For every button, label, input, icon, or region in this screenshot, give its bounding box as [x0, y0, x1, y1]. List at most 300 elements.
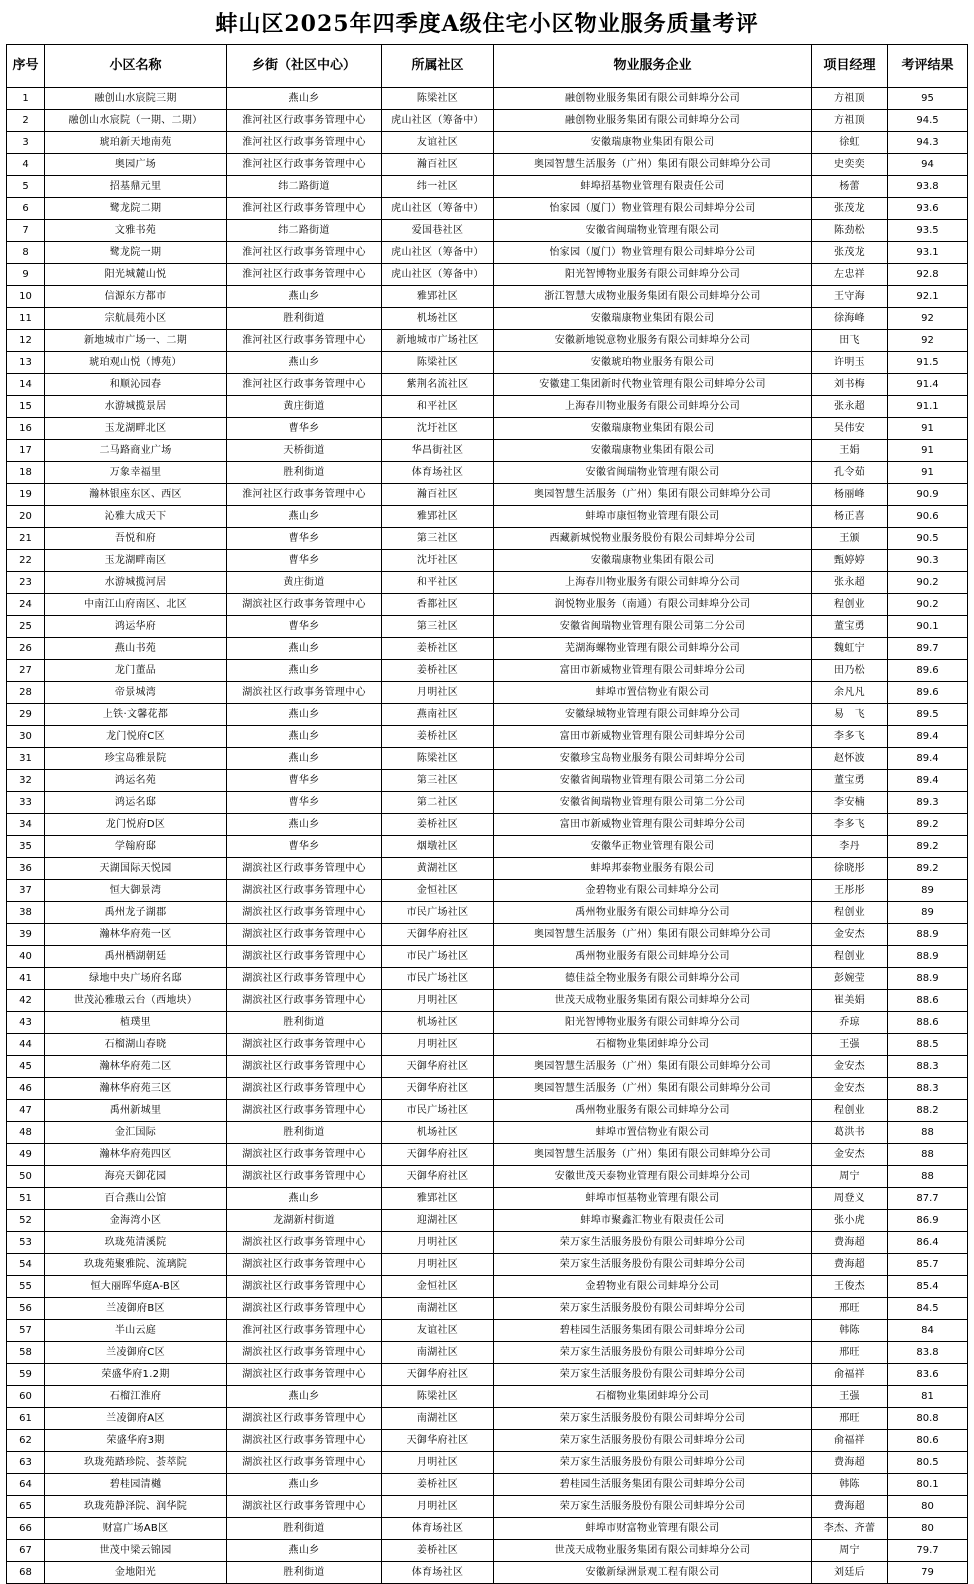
- cell-property-company: 安徽省闽瑞物业管理有限公司: [494, 220, 812, 242]
- cell-neighborhood: 金恒社区: [382, 1276, 494, 1298]
- cell-project-manager: 周宁: [812, 1166, 888, 1188]
- cell-project-manager: 王强: [812, 1034, 888, 1056]
- cell-community-name: 金海湾小区: [45, 1210, 227, 1232]
- cell-serial: 21: [7, 528, 45, 550]
- cell-project-manager: 余凡凡: [812, 682, 888, 704]
- cell-street: 曹华乡: [227, 770, 382, 792]
- cell-community-name: 石榴江淮府: [45, 1386, 227, 1408]
- cell-serial: 44: [7, 1034, 45, 1056]
- cell-neighborhood: 瀚百社区: [382, 154, 494, 176]
- cell-street: 湖滨社区行政事务管理中心: [227, 946, 382, 968]
- cell-serial: 23: [7, 572, 45, 594]
- cell-project-manager: 邢旺: [812, 1298, 888, 1320]
- table-row: [7, 616, 968, 638]
- cell-serial: 52: [7, 1210, 45, 1232]
- cell-property-company: 安徽瑞康物业集团有限公司: [494, 550, 812, 572]
- cell-community-name: 植璞里: [45, 1012, 227, 1034]
- cell-serial: 25: [7, 616, 45, 638]
- cell-evaluation-result: 93.6: [888, 198, 968, 220]
- cell-neighborhood: 虎山社区（筹备中）: [382, 264, 494, 286]
- cell-street: 曹华乡: [227, 550, 382, 572]
- cell-evaluation-result: 94.3: [888, 132, 968, 154]
- cell-evaluation-result: 85.4: [888, 1276, 968, 1298]
- cell-property-company: 荣万家生活服务股份有限公司蚌埠分公司: [494, 1430, 812, 1452]
- cell-evaluation-result: 89: [888, 880, 968, 902]
- cell-neighborhood: 陈梁社区: [382, 1386, 494, 1408]
- cell-property-company: 奥园智慧生活服务（广州）集团有限公司蚌埠分公司: [494, 924, 812, 946]
- cell-property-company: 石榴物业集团蚌埠分公司: [494, 1386, 812, 1408]
- table-row: [7, 462, 968, 484]
- cell-serial: 48: [7, 1122, 45, 1144]
- cell-street: 湖滨社区行政事务管理中心: [227, 1254, 382, 1276]
- cell-neighborhood: 陈梁社区: [382, 748, 494, 770]
- cell-neighborhood: 虎山社区（筹备中）: [382, 110, 494, 132]
- cell-evaluation-result: 80.1: [888, 1474, 968, 1496]
- table-row: [7, 264, 968, 286]
- table-row: [7, 594, 968, 616]
- cell-project-manager: 周宁: [812, 1540, 888, 1562]
- cell-community-name: 兰凌御府C区: [45, 1342, 227, 1364]
- table-row: [7, 330, 968, 352]
- cell-property-company: 蚌埠市康恒物业管理有限公司: [494, 506, 812, 528]
- cell-property-company: 荣万家生活服务股份有限公司蚌埠分公司: [494, 1364, 812, 1386]
- cell-neighborhood: 姜桥社区: [382, 814, 494, 836]
- cell-evaluation-result: 88.9: [888, 946, 968, 968]
- table-row: [7, 528, 968, 550]
- table-row: [7, 154, 968, 176]
- table-row: [7, 1320, 968, 1342]
- cell-community-name: 碧桂园清樾: [45, 1474, 227, 1496]
- cell-street: 燕山乡: [227, 1386, 382, 1408]
- cell-community-name: 融创山水宸院（一期、二期）: [45, 110, 227, 132]
- table-row: [7, 792, 968, 814]
- cell-neighborhood: 友谊社区: [382, 1320, 494, 1342]
- cell-project-manager: 杨丽峰: [812, 484, 888, 506]
- cell-evaluation-result: 84: [888, 1320, 968, 1342]
- cell-serial: 18: [7, 462, 45, 484]
- cell-community-name: 世茂中梁云锦园: [45, 1540, 227, 1562]
- cell-serial: 20: [7, 506, 45, 528]
- cell-project-manager: 王娟: [812, 440, 888, 462]
- cell-community-name: 禹州龙子湖郡: [45, 902, 227, 924]
- cell-evaluation-result: 89.3: [888, 792, 968, 814]
- cell-property-company: 上海春川物业服务有限公司蚌埠分公司: [494, 396, 812, 418]
- cell-project-manager: 田飞: [812, 330, 888, 352]
- cell-neighborhood: 纬一社区: [382, 176, 494, 198]
- cell-street: 曹华乡: [227, 836, 382, 858]
- cell-community-name: 玖珑苑踏珍院、荟萃院: [45, 1452, 227, 1474]
- cell-evaluation-result: 94: [888, 154, 968, 176]
- cell-neighborhood: 姜桥社区: [382, 1540, 494, 1562]
- cell-evaluation-result: 80.5: [888, 1452, 968, 1474]
- cell-community-name: 鹭龙院二期: [45, 198, 227, 220]
- cell-serial: 57: [7, 1320, 45, 1342]
- cell-neighborhood: 新地城市广场社区: [382, 330, 494, 352]
- cell-serial: 66: [7, 1518, 45, 1540]
- cell-evaluation-result: 84.5: [888, 1298, 968, 1320]
- cell-project-manager: 李安楠: [812, 792, 888, 814]
- cell-evaluation-result: 90.1: [888, 616, 968, 638]
- cell-property-company: 荣万家生活服务股份有限公司蚌埠分公司: [494, 1254, 812, 1276]
- cell-community-name: 宗航晨苑小区: [45, 308, 227, 330]
- cell-property-company: 德佳益全物业服务有限公司蚌埠分公司: [494, 968, 812, 990]
- table-row: [7, 836, 968, 858]
- cell-serial: 42: [7, 990, 45, 1012]
- cell-serial: 2: [7, 110, 45, 132]
- cell-serial: 64: [7, 1474, 45, 1496]
- cell-project-manager: 乔琼: [812, 1012, 888, 1034]
- cell-serial: 12: [7, 330, 45, 352]
- cell-evaluation-result: 88: [888, 1144, 968, 1166]
- table-row: [7, 1452, 968, 1474]
- cell-street: 湖滨社区行政事务管理中心: [227, 1144, 382, 1166]
- cell-property-company: 金碧物业有限公司蚌埠分公司: [494, 1276, 812, 1298]
- cell-property-company: 安徽琥珀物业服务有限公司: [494, 352, 812, 374]
- table-row: [7, 1562, 968, 1584]
- cell-property-company: 上海春川物业服务有限公司蚌埠分公司: [494, 572, 812, 594]
- cell-serial: 4: [7, 154, 45, 176]
- cell-neighborhood: 华昌街社区: [382, 440, 494, 462]
- cell-property-company: 禹州物业服务有限公司蚌埠分公司: [494, 902, 812, 924]
- cell-neighborhood: 紫荆名流社区: [382, 374, 494, 396]
- cell-community-name: 玉龙湖畔南区: [45, 550, 227, 572]
- table-row: [7, 352, 968, 374]
- cell-evaluation-result: 83.6: [888, 1364, 968, 1386]
- cell-serial: 65: [7, 1496, 45, 1518]
- cell-neighborhood: 天御华府社区: [382, 1056, 494, 1078]
- cell-neighborhood: 姜桥社区: [382, 726, 494, 748]
- header-neighborhood: 所属社区: [382, 45, 494, 88]
- cell-evaluation-result: 92.8: [888, 264, 968, 286]
- table-row: [7, 924, 968, 946]
- cell-neighborhood: 天御华府社区: [382, 924, 494, 946]
- table-row: [7, 198, 968, 220]
- cell-evaluation-result: 80.6: [888, 1430, 968, 1452]
- table-row: [7, 418, 968, 440]
- cell-street: 湖滨社区行政事务管理中心: [227, 858, 382, 880]
- cell-serial: 41: [7, 968, 45, 990]
- cell-street: 黄庄街道: [227, 396, 382, 418]
- cell-evaluation-result: 89: [888, 902, 968, 924]
- cell-evaluation-result: 90.2: [888, 594, 968, 616]
- cell-street: 燕山乡: [227, 286, 382, 308]
- cell-serial: 51: [7, 1188, 45, 1210]
- cell-property-company: 富田市新威物业管理有限公司蚌埠分公司: [494, 726, 812, 748]
- cell-street: 湖滨社区行政事务管理中心: [227, 1452, 382, 1474]
- cell-neighborhood: 月明社区: [382, 990, 494, 1012]
- cell-property-company: 安徽瑞康物业集团有限公司: [494, 132, 812, 154]
- cell-community-name: 荣盛华府3期: [45, 1430, 227, 1452]
- cell-evaluation-result: 91.1: [888, 396, 968, 418]
- cell-community-name: 龙门悦府C区: [45, 726, 227, 748]
- cell-community-name: 瀚林华府苑四区: [45, 1144, 227, 1166]
- cell-property-company: 安徽绿城物业管理有限公司蚌埠分公司: [494, 704, 812, 726]
- cell-project-manager: 程创业: [812, 946, 888, 968]
- cell-community-name: 玖珑苑静泽院、润华院: [45, 1496, 227, 1518]
- cell-evaluation-result: 86.9: [888, 1210, 968, 1232]
- table-row: [7, 484, 968, 506]
- cell-property-company: 安徽瑞康物业集团有限公司: [494, 308, 812, 330]
- cell-serial: 26: [7, 638, 45, 660]
- table-row: [7, 1210, 968, 1232]
- table-row: [7, 1034, 968, 1056]
- cell-evaluation-result: 91: [888, 418, 968, 440]
- header-street: 乡街（社区中心）: [227, 45, 382, 88]
- cell-project-manager: 易 飞: [812, 704, 888, 726]
- table-row: [7, 1100, 968, 1122]
- cell-project-manager: 田乃松: [812, 660, 888, 682]
- cell-community-name: 二马路商业广场: [45, 440, 227, 462]
- cell-community-name: 文雅书苑: [45, 220, 227, 242]
- cell-street: 湖滨社区行政事务管理中心: [227, 1276, 382, 1298]
- cell-street: 湖滨社区行政事务管理中心: [227, 880, 382, 902]
- cell-neighborhood: 迎湖社区: [382, 1210, 494, 1232]
- cell-evaluation-result: 90.6: [888, 506, 968, 528]
- cell-project-manager: 金安杰: [812, 1144, 888, 1166]
- cell-property-company: 奥园智慧生活服务（广州）集团有限公司蚌埠分公司: [494, 1144, 812, 1166]
- cell-project-manager: 许明玉: [812, 352, 888, 374]
- cell-evaluation-result: 88.3: [888, 1056, 968, 1078]
- cell-evaluation-result: 88.6: [888, 990, 968, 1012]
- table-row: [7, 1496, 968, 1518]
- cell-property-company: 奥园智慧生活服务（广州）集团有限公司蚌埠分公司: [494, 1056, 812, 1078]
- cell-neighborhood: 机场社区: [382, 1012, 494, 1034]
- table-row: [7, 1474, 968, 1496]
- cell-property-company: 怡家园（厦门）物业管理有限公司蚌埠分公司: [494, 242, 812, 264]
- table-row: [7, 880, 968, 902]
- cell-community-name: 帝景城湾: [45, 682, 227, 704]
- cell-property-company: 荣万家生活服务股份有限公司蚌埠分公司: [494, 1408, 812, 1430]
- cell-serial: 40: [7, 946, 45, 968]
- cell-neighborhood: 月明社区: [382, 1452, 494, 1474]
- cell-neighborhood: 和平社区: [382, 572, 494, 594]
- cell-street: 湖滨社区行政事务管理中心: [227, 924, 382, 946]
- cell-street: 胜利街道: [227, 308, 382, 330]
- cell-serial: 62: [7, 1430, 45, 1452]
- table-row: [7, 396, 968, 418]
- table-row: [7, 1188, 968, 1210]
- cell-community-name: 龙门悦府D区: [45, 814, 227, 836]
- cell-community-name: 玖珑苑聚雅院、流璃院: [45, 1254, 227, 1276]
- table-row: [7, 1364, 968, 1386]
- cell-project-manager: 杨正喜: [812, 506, 888, 528]
- cell-property-company: 蚌埠邦泰物业服务有限公司: [494, 858, 812, 880]
- cell-street: 胜利街道: [227, 1012, 382, 1034]
- cell-serial: 1: [7, 88, 45, 110]
- cell-property-company: 奥园智慧生活服务（广州）集团有限公司蚌埠分公司: [494, 154, 812, 176]
- cell-community-name: 玉龙湖畔北区: [45, 418, 227, 440]
- cell-street: 燕山乡: [227, 1540, 382, 1562]
- cell-community-name: 吾悦和府: [45, 528, 227, 550]
- cell-property-company: 荣万家生活服务股份有限公司蚌埠分公司: [494, 1496, 812, 1518]
- cell-street: 湖滨社区行政事务管理中心: [227, 990, 382, 1012]
- cell-street: 燕山乡: [227, 1188, 382, 1210]
- cell-street: 燕山乡: [227, 726, 382, 748]
- cell-street: 淮河社区行政事务管理中心: [227, 1320, 382, 1342]
- cell-property-company: 世茂天成物业服务集团有限公司蚌埠分公司: [494, 990, 812, 1012]
- cell-project-manager: 费海超: [812, 1254, 888, 1276]
- cell-community-name: 沁雅大成天下: [45, 506, 227, 528]
- cell-project-manager: 张茂龙: [812, 242, 888, 264]
- cell-serial: 31: [7, 748, 45, 770]
- table-row: [7, 990, 968, 1012]
- cell-evaluation-result: 88: [888, 1166, 968, 1188]
- cell-project-manager: 韩陈: [812, 1320, 888, 1342]
- cell-neighborhood: 香都社区: [382, 594, 494, 616]
- cell-property-company: 蚌埠市聚鑫汇物业有限责任公司: [494, 1210, 812, 1232]
- cell-evaluation-result: 89.7: [888, 638, 968, 660]
- cell-neighborhood: 燕南社区: [382, 704, 494, 726]
- cell-evaluation-result: 91.4: [888, 374, 968, 396]
- cell-property-company: 安徽新地锐意物业服务有限公司蚌埠分公司: [494, 330, 812, 352]
- cell-project-manager: 陈劲松: [812, 220, 888, 242]
- cell-neighborhood: 天御华府社区: [382, 1166, 494, 1188]
- cell-project-manager: 王彤彤: [812, 880, 888, 902]
- cell-serial: 54: [7, 1254, 45, 1276]
- cell-community-name: 新地城市广场一、二期: [45, 330, 227, 352]
- cell-community-name: 鸿运名苑: [45, 770, 227, 792]
- cell-street: 湖滨社区行政事务管理中心: [227, 1408, 382, 1430]
- cell-project-manager: 董宝勇: [812, 770, 888, 792]
- cell-evaluation-result: 85.7: [888, 1254, 968, 1276]
- cell-neighborhood: 虎山社区（筹备中）: [382, 198, 494, 220]
- table-row: [7, 1518, 968, 1540]
- table-row: [7, 1144, 968, 1166]
- cell-street: 燕山乡: [227, 704, 382, 726]
- cell-project-manager: 张永超: [812, 396, 888, 418]
- cell-neighborhood: 市民广场社区: [382, 1100, 494, 1122]
- cell-street: 湖滨社区行政事务管理中心: [227, 682, 382, 704]
- cell-evaluation-result: 87.7: [888, 1188, 968, 1210]
- cell-project-manager: 李多飞: [812, 726, 888, 748]
- cell-project-manager: 彭婉莹: [812, 968, 888, 990]
- cell-project-manager: 程创业: [812, 902, 888, 924]
- cell-evaluation-result: 89.2: [888, 836, 968, 858]
- cell-evaluation-result: 89.6: [888, 682, 968, 704]
- cell-community-name: 玖珑苑清溪院: [45, 1232, 227, 1254]
- cell-property-company: 浙江智慧大成物业服务集团有限公司蚌埠分公司: [494, 286, 812, 308]
- cell-neighborhood: 第三社区: [382, 616, 494, 638]
- cell-street: 湖滨社区行政事务管理中心: [227, 1430, 382, 1452]
- cell-serial: 35: [7, 836, 45, 858]
- table-row: [7, 550, 968, 572]
- cell-project-manager: 王守海: [812, 286, 888, 308]
- cell-property-company: 融创物业服务集团有限公司蚌埠分公司: [494, 110, 812, 132]
- cell-project-manager: 徐海峰: [812, 308, 888, 330]
- cell-serial: 67: [7, 1540, 45, 1562]
- cell-neighborhood: 第三社区: [382, 770, 494, 792]
- cell-neighborhood: 体育场社区: [382, 1518, 494, 1540]
- cell-evaluation-result: 91.5: [888, 352, 968, 374]
- cell-evaluation-result: 80.8: [888, 1408, 968, 1430]
- cell-property-company: 荣万家生活服务股份有限公司蚌埠分公司: [494, 1342, 812, 1364]
- cell-neighborhood: 雅郢社区: [382, 286, 494, 308]
- cell-street: 淮河社区行政事务管理中心: [227, 110, 382, 132]
- cell-evaluation-result: 89.2: [888, 858, 968, 880]
- evaluation-table: [6, 44, 968, 1584]
- table-row: [7, 220, 968, 242]
- cell-neighborhood: 月明社区: [382, 1034, 494, 1056]
- cell-neighborhood: 黄湖社区: [382, 858, 494, 880]
- cell-property-company: 润悦物业服务（南通）有限公司蚌埠分公司: [494, 594, 812, 616]
- table-row: [7, 770, 968, 792]
- cell-community-name: 鹭龙院一期: [45, 242, 227, 264]
- cell-neighborhood: 月明社区: [382, 682, 494, 704]
- table-body: [7, 88, 968, 1584]
- cell-street: 湖滨社区行政事务管理中心: [227, 1100, 382, 1122]
- cell-serial: 16: [7, 418, 45, 440]
- cell-community-name: 学翰府邸: [45, 836, 227, 858]
- cell-property-company: 阳光智博物业服务有限公司蚌埠分公司: [494, 1012, 812, 1034]
- cell-project-manager: 王颁: [812, 528, 888, 550]
- cell-serial: 10: [7, 286, 45, 308]
- cell-evaluation-result: 93.1: [888, 242, 968, 264]
- document-title: 蚌山区2025年四季度A级住宅小区物业服务质量考评: [215, 10, 759, 37]
- cell-evaluation-result: 89.6: [888, 660, 968, 682]
- cell-evaluation-result: 80: [888, 1518, 968, 1540]
- cell-serial: 28: [7, 682, 45, 704]
- cell-street: 湖滨社区行政事务管理中心: [227, 1298, 382, 1320]
- cell-street: 湖滨社区行政事务管理中心: [227, 1034, 382, 1056]
- cell-serial: 56: [7, 1298, 45, 1320]
- cell-evaluation-result: 93.8: [888, 176, 968, 198]
- cell-street: 淮河社区行政事务管理中心: [227, 330, 382, 352]
- cell-project-manager: 刘廷后: [812, 1562, 888, 1584]
- cell-serial: 59: [7, 1364, 45, 1386]
- cell-neighborhood: 姜桥社区: [382, 638, 494, 660]
- cell-property-company: 蚌埠招基物业管理有限责任公司: [494, 176, 812, 198]
- cell-property-company: 安徽珍宝岛物业服务有限公司蚌埠分公司: [494, 748, 812, 770]
- cell-serial: 29: [7, 704, 45, 726]
- cell-street: 湖滨社区行政事务管理中心: [227, 1232, 382, 1254]
- cell-street: 淮河社区行政事务管理中心: [227, 264, 382, 286]
- header-row: [7, 45, 968, 88]
- cell-neighborhood: 金恒社区: [382, 880, 494, 902]
- cell-neighborhood: 机场社区: [382, 1122, 494, 1144]
- cell-neighborhood: 雅郢社区: [382, 1188, 494, 1210]
- cell-neighborhood: 陈梁社区: [382, 352, 494, 374]
- cell-serial: 50: [7, 1166, 45, 1188]
- cell-serial: 33: [7, 792, 45, 814]
- cell-property-company: 安徽新绿洲景观工程有限公司: [494, 1562, 812, 1584]
- cell-serial: 45: [7, 1056, 45, 1078]
- cell-evaluation-result: 89.4: [888, 770, 968, 792]
- cell-street: 淮河社区行政事务管理中心: [227, 374, 382, 396]
- cell-community-name: 瀚林华府苑一区: [45, 924, 227, 946]
- cell-serial: 32: [7, 770, 45, 792]
- cell-serial: 36: [7, 858, 45, 880]
- cell-evaluation-result: 93.5: [888, 220, 968, 242]
- cell-serial: 53: [7, 1232, 45, 1254]
- table-row: [7, 286, 968, 308]
- cell-community-name: 恒大御景湾: [45, 880, 227, 902]
- header-property-company: 物业服务企业: [494, 45, 812, 88]
- cell-street: 胜利街道: [227, 462, 382, 484]
- cell-evaluation-result: 81: [888, 1386, 968, 1408]
- cell-project-manager: 张永超: [812, 572, 888, 594]
- cell-community-name: 水游城揽景居: [45, 396, 227, 418]
- cell-evaluation-result: 89.5: [888, 704, 968, 726]
- cell-evaluation-result: 88.9: [888, 924, 968, 946]
- cell-community-name: 龙门董品: [45, 660, 227, 682]
- cell-serial: 8: [7, 242, 45, 264]
- cell-neighborhood: 南湖社区: [382, 1298, 494, 1320]
- cell-neighborhood: 机场社区: [382, 308, 494, 330]
- cell-community-name: 兰凌御府A区: [45, 1408, 227, 1430]
- cell-neighborhood: 姜桥社区: [382, 1474, 494, 1496]
- cell-street: 胜利街道: [227, 1562, 382, 1584]
- cell-project-manager: 徐晓彤: [812, 858, 888, 880]
